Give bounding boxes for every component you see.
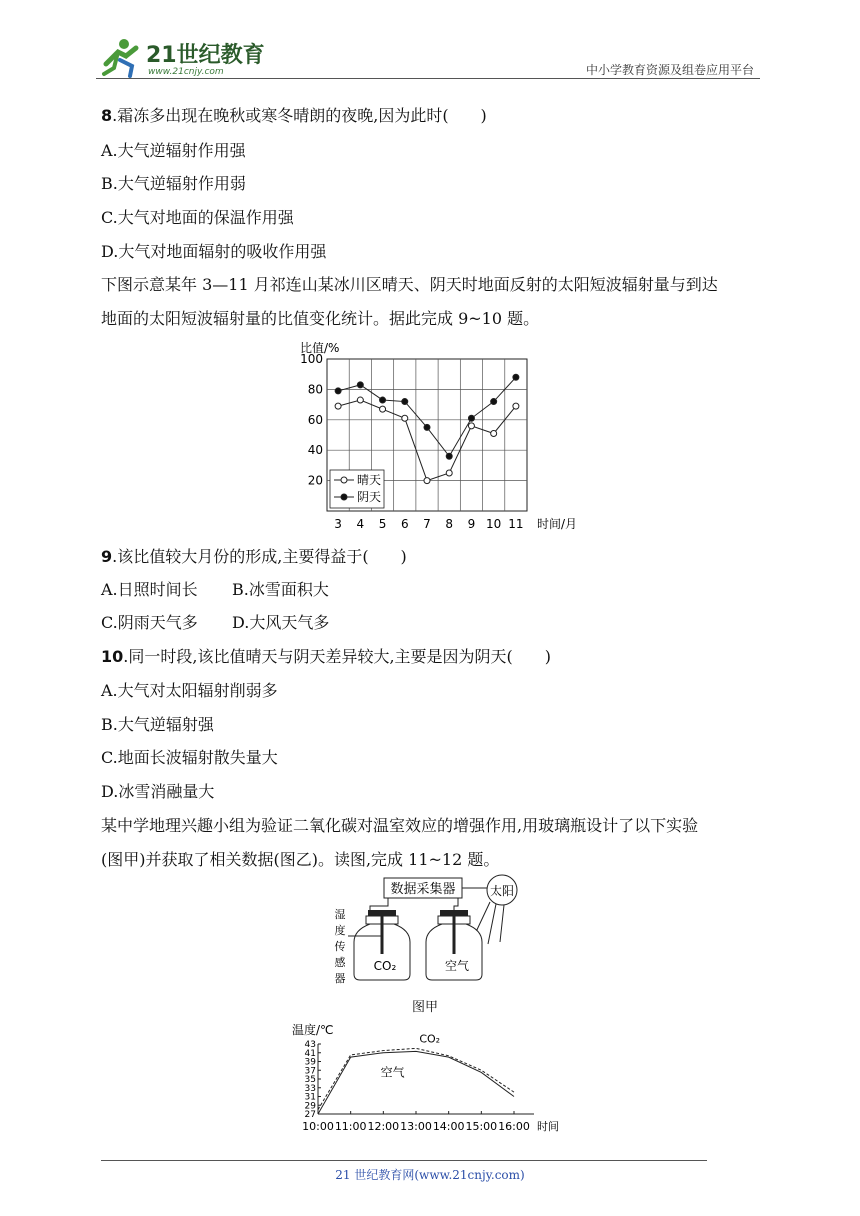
chart2-series-label-co2: CO₂ bbox=[419, 1032, 441, 1046]
chart1-xtick-label: 3 bbox=[334, 517, 342, 531]
svg-text:度: 度 bbox=[334, 924, 346, 937]
q10-option-a: A.大气对太阳辐射削弱多 bbox=[101, 681, 278, 700]
chart1-point bbox=[402, 399, 408, 405]
data-collector-label: 数据采集器 bbox=[390, 882, 456, 897]
chart1-ytick-label: 100 bbox=[300, 352, 323, 366]
footer-divider bbox=[101, 1160, 707, 1161]
chart1-xtick-label: 7 bbox=[423, 517, 431, 531]
svg-text:传: 传 bbox=[334, 940, 346, 953]
chart2-ytick-label: 37 bbox=[304, 1066, 316, 1077]
q8-option-c: C.大气对地面的保温作用强 bbox=[101, 208, 294, 227]
chart2-xtick-label: 10:00 bbox=[302, 1120, 334, 1133]
chart1-xtick-label: 11 bbox=[508, 517, 524, 531]
svg-text:器: 器 bbox=[334, 972, 346, 985]
logo-text: 21世纪教育 bbox=[146, 43, 265, 68]
chart2-ytick-label: 31 bbox=[304, 1092, 316, 1103]
chart1-point bbox=[513, 374, 519, 380]
chart2-ytick-label: 27 bbox=[304, 1110, 316, 1120]
chart1-point bbox=[446, 453, 452, 459]
chart2-xtick-label: 11:00 bbox=[334, 1120, 367, 1133]
chart1-point bbox=[491, 399, 497, 405]
jar2-label: 空气 bbox=[444, 959, 470, 973]
chart2-ytick-label: 41 bbox=[304, 1048, 316, 1059]
chart1-point bbox=[468, 415, 474, 421]
chart1-legend-label: 阴天 bbox=[357, 490, 382, 504]
chart1-ytick-label: 60 bbox=[307, 412, 323, 427]
svg-text:湿: 湿 bbox=[334, 908, 346, 921]
chart1-legend-marker bbox=[341, 477, 347, 483]
sensor-label bbox=[335, 908, 346, 985]
intro-paragraph-2: 某中学地理兴趣小组为验证二氧化碳对温室效应的增强作用,用玻璃瓶设计了以下实验 (图甲)并获取了相关数据(图乙)。读图,完成 11~12 题。 bbox=[101, 816, 699, 869]
q8-stem: 8.霜冻多出现在晚秋或寒冬晴朗的夜晚,因为此时( ) bbox=[101, 106, 487, 125]
chart1-point bbox=[468, 423, 474, 429]
chart2-ytick-label: 43 bbox=[304, 1040, 316, 1050]
chart1-xtick-label: 5 bbox=[378, 517, 387, 531]
chart1-xlabel: 时间/月 bbox=[537, 517, 578, 531]
header-platform-text: 中小学教育资源及组卷应用平台 bbox=[585, 63, 754, 77]
q10-option-c: C.地面长波辐射散失量大 bbox=[101, 748, 278, 767]
runner-icon bbox=[104, 39, 136, 76]
q9-option-a: A.日照时间长 bbox=[101, 580, 198, 599]
chart1-point bbox=[380, 397, 386, 403]
chart1-xtick-label: 9 bbox=[467, 517, 476, 531]
chart2-ytick-label: 33 bbox=[304, 1083, 316, 1094]
chart2-xlabel: 时间 bbox=[537, 1120, 559, 1133]
chart2-ytick-label: 29 bbox=[304, 1101, 316, 1112]
chart1-point bbox=[357, 397, 363, 403]
q8-option-a: A.大气逆辐射作用强 bbox=[101, 141, 246, 160]
q9-options-row1 bbox=[101, 579, 363, 601]
chart1-legend-label: 晴天 bbox=[357, 473, 382, 487]
q9-option-b: B.冰雪面积大 bbox=[232, 580, 329, 599]
chart1-point bbox=[335, 403, 341, 409]
jar1-label: CO₂ bbox=[373, 959, 397, 973]
chart1-ytick-label: 20 bbox=[307, 473, 323, 488]
chart1-ytick-label: 40 bbox=[307, 443, 323, 458]
logo-url-text: www.21cnjy.com bbox=[148, 67, 224, 77]
header-divider bbox=[96, 78, 760, 79]
sun-label: 太阳 bbox=[489, 884, 515, 898]
chart1-point bbox=[446, 470, 452, 476]
chart1-ylabel: 比值/% bbox=[300, 341, 340, 355]
q10-option-b: B.大气逆辐射强 bbox=[101, 715, 214, 734]
chart1-point bbox=[380, 406, 386, 412]
chart1-point bbox=[402, 415, 408, 421]
ratio-line-chart bbox=[290, 338, 578, 534]
chart1-point bbox=[513, 403, 519, 409]
air-jar bbox=[426, 910, 482, 980]
chart1-legend-marker bbox=[341, 494, 347, 500]
q10-option-d: D.冰雪消融量大 bbox=[101, 782, 215, 801]
experiment-diagram bbox=[330, 872, 530, 990]
chart1-xtick-label: 6 bbox=[400, 517, 409, 531]
chart2-xtick-label: 15:00 bbox=[465, 1120, 498, 1133]
chart1-point bbox=[357, 382, 363, 388]
chart1-point bbox=[491, 430, 497, 436]
site-logo bbox=[96, 34, 266, 78]
chart2-xtick-label: 14:00 bbox=[432, 1120, 465, 1133]
q8-option-b: B.大气逆辐射作用弱 bbox=[101, 174, 246, 193]
svg-text:感: 感 bbox=[334, 956, 346, 969]
chart2-xtick-label: 12:00 bbox=[367, 1120, 400, 1133]
q9-options-row2 bbox=[101, 612, 363, 634]
chart2-xtick-label: 13:00 bbox=[400, 1120, 432, 1133]
diagram-caption: 图甲 bbox=[412, 1000, 439, 1015]
intro-paragraph-1: 下图示意某年 3—11 月祁连山某冰川区晴天、阴天时地面反射的太阳短波辐射量与到达 地面的太阳短波辐射量的比值变化统计。据此完成 9~10 题。 bbox=[101, 275, 718, 328]
co2-jar bbox=[354, 910, 410, 980]
chart2-xtick-label: 16:00 bbox=[498, 1120, 530, 1133]
q9-stem: 9.该比值较大月份的形成,主要得益于( ) bbox=[101, 547, 407, 566]
chart2-series-label-air: 空气 bbox=[380, 1065, 405, 1080]
q10-stem: 10.同一时段,该比值晴天与阴天差异较大,主要是因为阴天( ) bbox=[101, 647, 552, 666]
chart2-ytick-label: 39 bbox=[304, 1057, 316, 1068]
chart1-xtick-label: 10 bbox=[486, 517, 502, 531]
chart1-point bbox=[424, 424, 430, 430]
chart1-point bbox=[424, 478, 430, 484]
chart1-xtick-label: 4 bbox=[356, 517, 365, 531]
chart1-point bbox=[335, 388, 341, 394]
chart2-ylabel: 温度/℃ bbox=[292, 1023, 334, 1037]
chart1-xtick-label: 8 bbox=[445, 517, 454, 531]
temperature-line-chart bbox=[292, 1020, 572, 1138]
chart2-series-line bbox=[318, 1048, 514, 1109]
chart1-ytick-label: 80 bbox=[307, 382, 323, 397]
chart2-ytick-label: 35 bbox=[304, 1075, 316, 1085]
footer-text: 21 世纪教育网(www.21cnjy.com) bbox=[335, 1168, 525, 1182]
q9-option-d: D.大风天气多 bbox=[232, 613, 330, 632]
q8-option-d: D.大气对地面辐射的吸收作用强 bbox=[101, 242, 327, 261]
q9-option-c: C.阴雨天气多 bbox=[101, 613, 198, 632]
